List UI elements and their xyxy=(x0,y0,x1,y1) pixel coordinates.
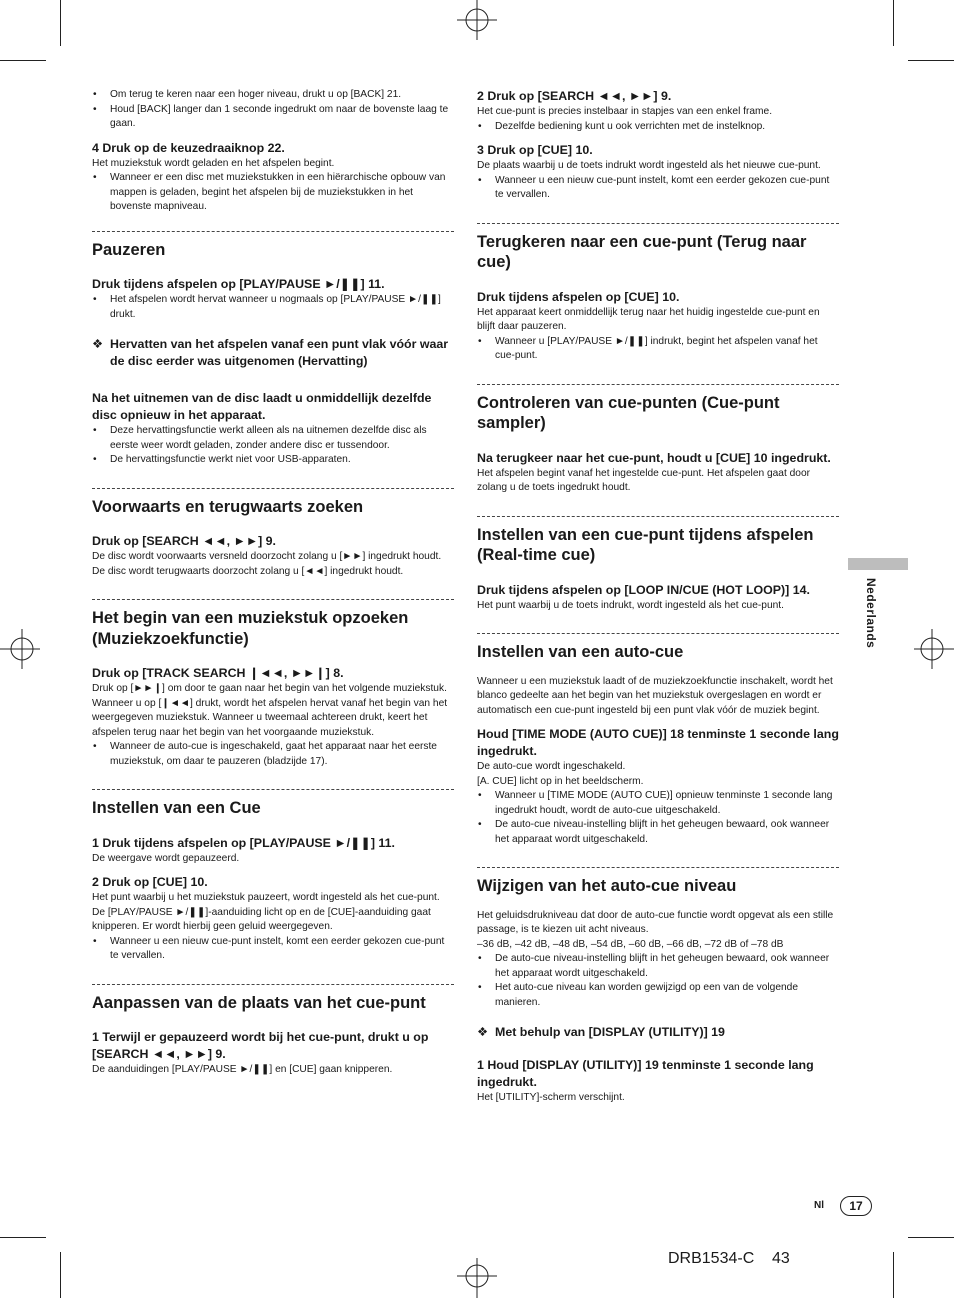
section-title-cue-sampler: Controleren van cue-punten (Cue-punt sampler) xyxy=(477,393,780,432)
list-item: • Wanneer er een disc met muziekstukken in een hiërarchische opbouw van mappen is geladen, begint het afspelen bij de muziekstukken in het bovenste mapniveau. xyxy=(92,171,454,215)
document-code: DRB1534-C xyxy=(668,1250,755,1267)
paragraph: Het punt waarbij u de toets indrukt, wordt ingesteld als het cue-punt. xyxy=(477,599,784,611)
list-item: • Het afspelen wordt hervat wanneer u nogmaals op [PLAY/PAUSE ►/❚❚] drukt. xyxy=(92,293,454,322)
list-item: • Om terug te keren naar een hoger niveau, drukt u op [BACK] 21. xyxy=(92,88,454,103)
paragraph: De disc wordt voorwaarts versneld doorzocht zolang u [►►] ingedrukt houdt. xyxy=(92,551,442,562)
step-heading: 4 Druk op de keuzedraaiknop 22. xyxy=(92,140,285,155)
list-item: • Wanneer de auto-cue is ingeschakeld, gaat het apparaat naar het eerste muziekstuk, om daar te pauzeren (bladzijde 17). xyxy=(92,740,454,769)
document-page: 43 xyxy=(772,1250,790,1267)
instruction-heading: Druk op [SEARCH ◄◄, ►►] 9. xyxy=(92,534,276,548)
section-title-track-search: Het begin van een muziekstuk opzoeken (Muziekzoekfunctie) xyxy=(92,609,409,648)
list-item: • Houd [BACK] langer dan 1 seconde ingedrukt om naar de bovenste laag te gaan. xyxy=(92,103,454,132)
instruction-heading: Druk tijdens afspelen op [PLAY/PAUSE ►/❚❚] 11. xyxy=(92,277,385,291)
paragraph: De plaats waarbij u de toets indrukt wordt ingesteld als het nieuwe cue-punt. xyxy=(477,160,821,171)
diamond-bullet-icon: ❖ xyxy=(92,337,104,351)
instruction-heading: Druk tijdens afspelen op [LOOP IN/CUE (HOT LOOP)] 14. xyxy=(477,582,810,597)
list-item: • De auto-cue niveau-instelling blijft in het geheugen bewaard, ook wanneer het apparaat wordt uitgeschakeld. xyxy=(477,952,839,981)
registration-mark-icon xyxy=(910,627,954,671)
paragraph: De disc wordt terugwaarts doorzocht zolang u [◄◄] ingedrukt houdt. xyxy=(92,565,404,577)
section-title-return-cue: Terugkeren naar een cue-punt (Terug naar cue) xyxy=(477,232,807,271)
right-column xyxy=(477,88,839,1106)
list-item: • Wanneer u een nieuw cue-punt instelt, komt een eerder gekozen cue-punt te vervallen. xyxy=(92,935,454,964)
instruction-heading: Na terugkeer naar het cue-punt, houdt u [CUE] 10 ingedrukt. xyxy=(477,450,831,465)
step-heading: 3 Druk op [CUE] 10. xyxy=(477,143,593,157)
section-title-search: Voorwaarts en terugwaarts zoeken xyxy=(92,497,364,516)
list-item: • Het auto-cue niveau kan worden gewijzigd op een van de volgende manieren. xyxy=(477,981,839,1010)
list-item: • Dezelfde bediening kunt u ook verrichten met de instelknop. xyxy=(477,120,839,135)
note-heading xyxy=(477,1024,839,1041)
section-title-auto-cue-level: Wijzigen van het auto-cue niveau xyxy=(477,877,737,895)
left-column xyxy=(92,88,454,1078)
section-title-pause: Pauzeren xyxy=(92,240,166,259)
language-tab xyxy=(848,558,908,570)
registration-mark-icon xyxy=(455,1254,499,1298)
list-item: • De hervattingsfunctie werkt niet voor USB-apparaten. xyxy=(92,453,454,468)
paragraph: Wanneer u een muziekstuk laadt of de muziekzoekfunctie inschakelt, wordt het blanco gedeelte aan het begin van het muziekstuk overgeslagen en wordt er automatisch een cue-punt ingesteld bij een punt vlak vóór de muziek begint. xyxy=(477,675,833,716)
paragraph: Het muziekstuk wordt geladen en het afspelen begint. xyxy=(92,157,335,169)
paragraph: De aanduidingen [PLAY/PAUSE ►/❚❚] en [CUE] gaan knipperen. xyxy=(92,1064,393,1075)
list-item: • Wanneer u een nieuw cue-punt instelt, komt een eerder gekozen cue-punt te vervallen. xyxy=(477,174,839,203)
paragraph: Druk op [►►❙] om door te gaan naar het begin van het volgende muziekstuk. xyxy=(92,683,447,694)
diamond-bullet-icon: ❖ xyxy=(477,1025,489,1039)
step-heading: 1 Terwijl er gepauzeerd wordt bij het cue-punt, drukt u op [SEARCH ◄◄, ►►] 9. xyxy=(92,1030,429,1061)
paragraph: Het afspelen begint vanaf het ingestelde cue-punt. Het afspelen gaat door zolang u de toets ingedrukt houdt. xyxy=(477,467,811,493)
instruction-heading: Houd [TIME MODE (AUTO CUE)] 18 tenminste 1 seconde lang ingedrukt. xyxy=(477,727,839,758)
list-item: • Wanneer u [PLAY/PAUSE ►/❚❚] indrukt, begint het afspelen vanaf het cue-punt. xyxy=(477,335,839,364)
crop-mark xyxy=(60,1252,61,1298)
crop-mark xyxy=(893,1252,894,1298)
step-heading: 2 Druk op [CUE] 10. xyxy=(92,875,208,889)
registration-mark-icon xyxy=(0,627,44,671)
paragraph: [A. CUE] licht op in het beeldscherm. xyxy=(477,775,644,787)
level-list: –36 dB, –42 dB, –48 dB, –54 dB, –60 dB, –66 dB, –72 dB of –78 dB xyxy=(477,938,784,950)
crop-mark xyxy=(0,60,46,61)
paragraph: Wanneer u op [❙◄◄] drukt, wordt het afspelen hervat vanaf het begin van het weergegeven muziekstuk. Wanneer u tweemaal achtereen drukt, keert het afspelen terug naar het begin van het voorgaande muziekstuk. xyxy=(92,697,448,738)
section-title-adjust-cue: Aanpassen van de plaats van het cue-punt xyxy=(92,993,426,1012)
paragraph: Het geluidsdrukniveau dat door de auto-cue functie wordt opgevat als een stille passage, is te kiezen uit acht niveaus. xyxy=(477,909,834,935)
section-title-auto-cue: Instellen van een auto-cue xyxy=(477,643,684,661)
step-heading: 1 Druk tijdens afspelen op [PLAY/PAUSE ►/❚❚] 11. xyxy=(92,835,395,850)
paragraph: De weergave wordt gepauzeerd. xyxy=(92,852,240,864)
crop-mark xyxy=(893,0,894,46)
list-item: • De auto-cue niveau-instelling blijft in het geheugen bewaard, ook wanneer het apparaat wordt uitgeschakeld. xyxy=(477,818,839,847)
page-number: 17 xyxy=(840,1196,872,1216)
paragraph: De [PLAY/PAUSE ►/❚❚]-aanduiding licht op en de [CUE]-aanduiding gaat knipperen. Er wordt hierbij geen geluid weergegeven. xyxy=(92,906,431,932)
registration-mark-icon xyxy=(455,0,499,44)
page-language: Nl xyxy=(814,1200,824,1211)
note-text: Met behulp van [DISPLAY (UTILITY)] 19 xyxy=(495,1025,725,1039)
crop-mark xyxy=(60,0,61,46)
note-text: Hervatten van het afspelen vanaf een punt vlak vóór waar de disc eerder was uitgenomen (Hervatting) xyxy=(110,337,449,368)
language-label: Nederlands xyxy=(864,578,878,649)
instruction-heading: Na het uitnemen van de disc laadt u onmiddellijk dezelfde disc opnieuw in het apparaat. xyxy=(92,391,432,422)
paragraph: De auto-cue wordt ingeschakeld. xyxy=(477,761,626,772)
section-title-set-cue: Instellen van een Cue xyxy=(92,799,261,817)
note-heading xyxy=(92,336,454,370)
step-heading: 2 Druk op [SEARCH ◄◄, ►►] 9. xyxy=(477,89,672,103)
paragraph: Het [UTILITY]-scherm verschijnt. xyxy=(477,1092,625,1103)
paragraph: Het cue-punt is precies instelbaar in stapjes van een enkel frame. xyxy=(477,106,773,117)
step-heading: 1 Houd [DISPLAY (UTILITY)] 19 tenminste 1 seconde lang ingedrukt. xyxy=(477,1058,814,1089)
crop-mark xyxy=(908,1237,954,1238)
section-title-real-time-cue: Instellen van een cue-punt tijdens afspelen (Real-time cue) xyxy=(477,525,814,564)
list-item: • Deze hervattingsfunctie werkt alleen als na uitnemen dezelfde disc als eerste weer wordt geladen, zonder andere disc er tussendoor. xyxy=(92,424,454,453)
instruction-heading: Druk tijdens afspelen op [CUE] 10. xyxy=(477,289,680,304)
list-item: • Wanneer u [TIME MODE (AUTO CUE)] opnieuw tenminste 1 seconde lang ingedrukt houdt, wordt de auto-cue uitgeschakeld. xyxy=(477,789,839,818)
paragraph: Het apparaat keert onmiddellijk terug naar het huidig ingestelde cue-punt en blijft daar pauzeren. xyxy=(477,306,820,332)
crop-mark xyxy=(0,1237,46,1238)
instruction-heading: Druk op [TRACK SEARCH ❙◄◄, ►►❙] 8. xyxy=(92,666,344,680)
crop-mark xyxy=(908,60,954,61)
paragraph: Het punt waarbij u het muziekstuk pauzeert, wordt ingesteld als het cue-punt. xyxy=(92,892,440,903)
